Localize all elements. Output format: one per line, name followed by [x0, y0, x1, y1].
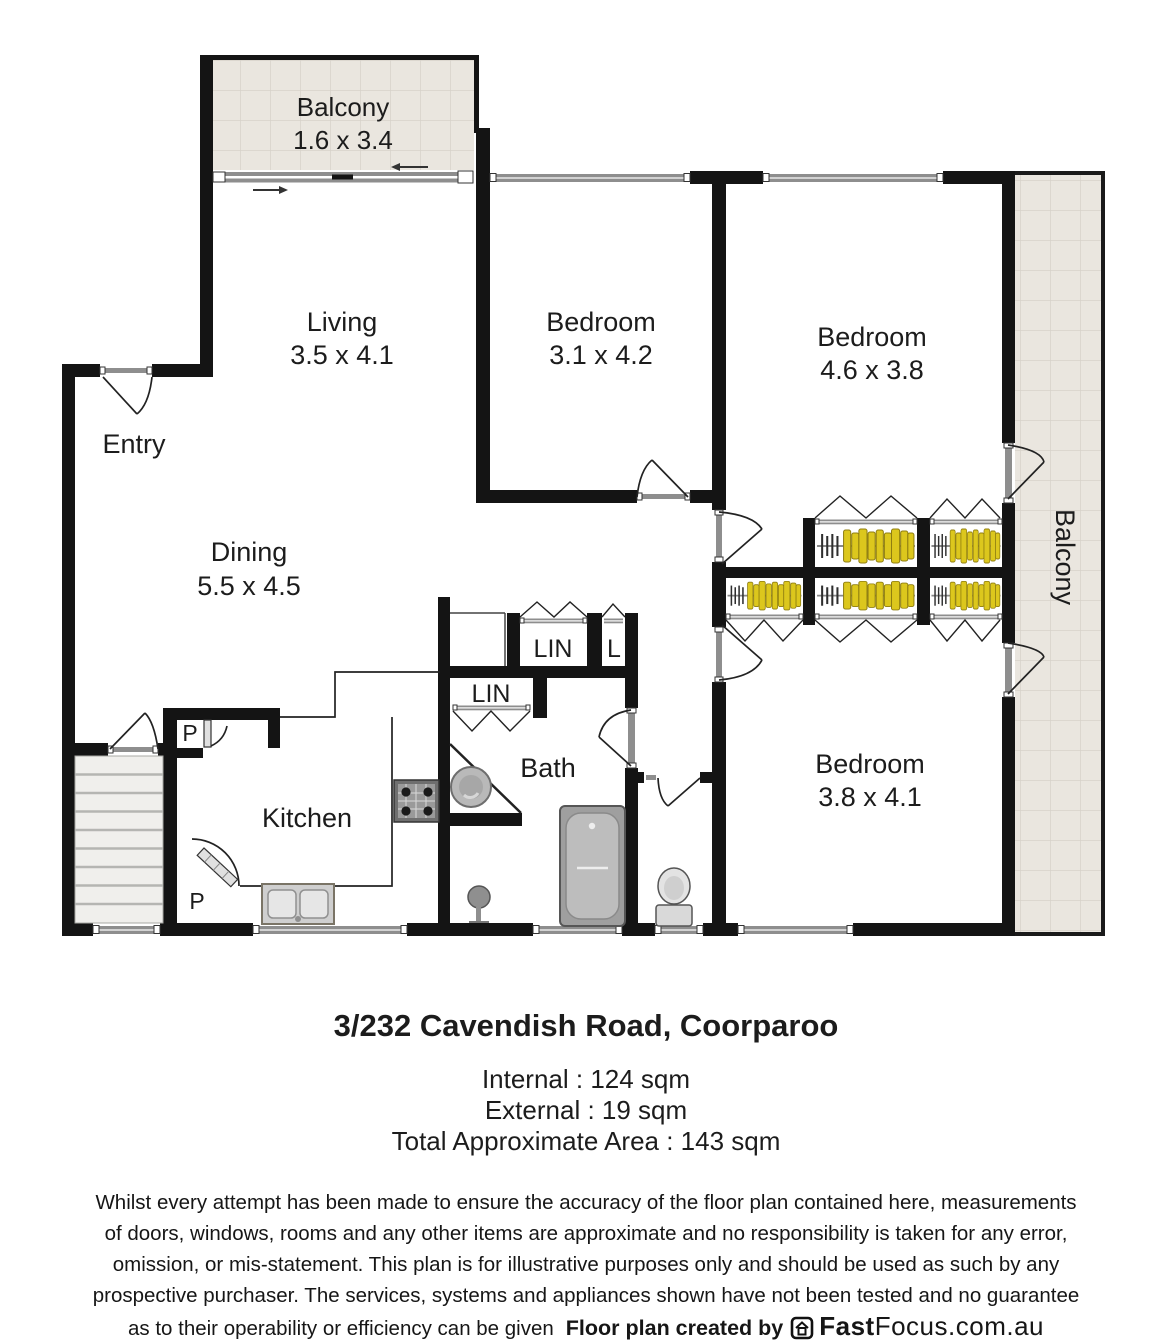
- sink-icon: [262, 884, 334, 924]
- bedroom1-dims: 3.1 x 4.2: [549, 340, 653, 370]
- bath-label: Bath: [520, 753, 576, 783]
- bedroom2-dims: 4.6 x 3.8: [820, 355, 924, 385]
- stairs: [75, 756, 163, 923]
- basin-icon: [451, 767, 491, 807]
- balcony-top-dims: 1.6 x 3.4: [293, 125, 393, 155]
- bedroom3-dims: 3.8 x 4.1: [818, 782, 922, 812]
- bedroom2-label: Bedroom: [817, 322, 927, 352]
- entry-label: Entry: [102, 429, 166, 459]
- stove-icon: [394, 780, 439, 822]
- brand-name: FastFocus.com.au: [819, 1311, 1045, 1341]
- disclaimer-line: Whilst every attempt has been made to ensure the accuracy of the floor plan contained here, measurements: [95, 1191, 1077, 1214]
- bathtub-icon: [560, 806, 625, 926]
- internal-area: Internal : 124 sqm: [481, 1064, 691, 1094]
- balcony-right-label: Balcony: [1050, 508, 1080, 606]
- linen-small-label: L: [607, 635, 621, 663]
- credit-label: Floor plan created by: [565, 1316, 784, 1340]
- dining-dims: 5.5 x 4.5: [197, 571, 301, 601]
- bedroom1-label: Bedroom: [546, 307, 656, 337]
- area-summary: [0, 1064, 1172, 1157]
- page-title: 3/232 Cavendish Road, Coorparoo: [333, 1008, 839, 1043]
- pantry1-label: P: [182, 720, 198, 746]
- external-area: External : 19 sqm: [484, 1095, 688, 1125]
- footer: [0, 1008, 1172, 1344]
- dining-label: Dining: [210, 537, 288, 567]
- disclaimer-line: prospective purchaser. The services, systems and appliances shown have not been tested and no guarantee: [92, 1284, 1080, 1307]
- toilet-icon: [656, 868, 692, 926]
- linen2-label: LIN: [471, 680, 511, 708]
- disclaimer-line: as to their operability or efficiency can be given: [127, 1317, 554, 1340]
- balcony-top-label: Balcony: [296, 92, 390, 122]
- disclaimer-credit-line: [0, 1311, 1172, 1344]
- living-label: Living: [306, 307, 378, 337]
- kitchen-label: Kitchen: [261, 803, 353, 833]
- linen1-label: LIN: [533, 635, 573, 663]
- pantry2-label: P: [189, 888, 205, 914]
- total-area: Total Approximate Area : 143 sqm: [391, 1126, 781, 1156]
- bedroom3-label: Bedroom: [815, 749, 925, 779]
- disclaimer-line: of doors, windows, rooms and any other items are approximate and no responsibility is taken for any error,: [104, 1222, 1068, 1245]
- disclaimer: [0, 1187, 1172, 1344]
- fastfocus-logo-icon: [790, 1316, 814, 1340]
- disclaimer-line: omission, or mis-statement. This plan is for illustrative purposes only and should be used as such by any: [112, 1253, 1060, 1276]
- living-dims: 3.5 x 4.1: [290, 340, 394, 370]
